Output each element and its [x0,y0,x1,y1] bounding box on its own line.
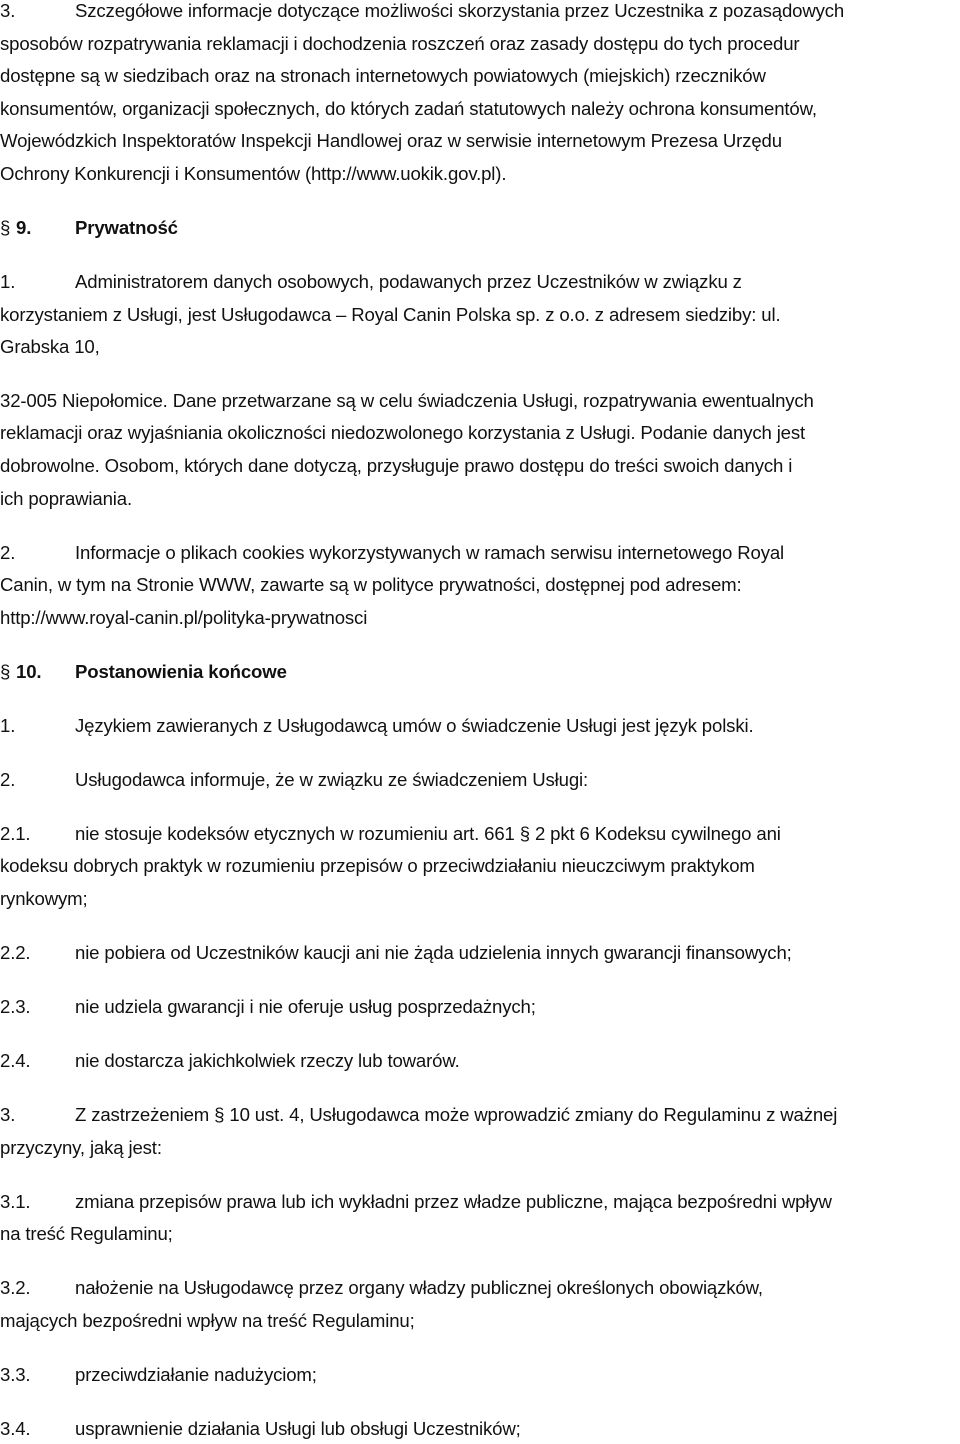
paragraph-line: sposobów rozpatrywania reklamacji i dochodzenia roszczeń oraz zasady dostępu do tych procedur [0,33,800,54]
paragraph-line: dobrowolne. Osobom, których dane dotyczą, przysługuje prawo dostępu do treści swoich danych i [0,455,793,476]
item-text: nałożenie na Usługodawcę przez organy władzy publicznej określonych obowiązków, [75,1277,763,1298]
paragraph-line: reklamacji oraz wyjaśniania okoliczności niedozwolonego korzystania z Usługi. Podanie danych jest [0,422,806,443]
paragraph-number: 2. [0,542,16,563]
item-line: kodeksu dobrych praktyk w rozumieniu przepisów o przeciwdziałaniu nieuczciwym praktykom [0,855,755,876]
item-text: nie udziela gwarancji i nie oferuje usług posprzedażnych; [75,996,536,1017]
item-number: 3.1. [0,1191,31,1212]
item-number: 1. [0,715,16,736]
paragraph-line: Grabska 10, [0,336,100,357]
paragraph-line: korzystaniem z Usługi, jest Usługodawca – Royal Canin Polska sp. z o.o. z adresem siedziby: ul. [0,304,781,325]
item-number: 3.3. [0,1364,31,1385]
section-number: 10. [16,661,42,682]
paragraph-line: http://www.royal-canin.pl/polityka-prywatnosci [0,607,368,628]
item-number: 3.2. [0,1277,31,1298]
item-line: mających bezpośredni wpływ na treść Regulaminu; [0,1310,415,1331]
item-number: 2.2. [0,942,31,963]
item-line: przyczyny, jaką jest: [0,1137,162,1158]
item-text-part: nie stosuje kodeksów etycznych w rozumieniu art. 661 [75,823,520,844]
item-text [75,1104,837,1126]
item-number: 2.4. [0,1050,31,1071]
item-text: Usługodawca informuje, że w związku ze świadczeniem Usługi: [75,769,589,790]
item-number: 2.1. [0,823,31,844]
paragraph-line: Szczegółowe informacje dotyczące możliwości skorzystania przez Uczestnika z pozasądowych [75,0,845,21]
paragraph-line: ich poprawiania. [0,488,132,509]
item-text: nie pobiera od Uczestników kaucji ani nie żąda udzielenia innych gwarancji finansowych; [75,942,792,963]
item-line: na treść Regulaminu; [0,1223,173,1244]
paragraph-number: 3. [0,0,16,21]
item-number: 2. [0,769,16,790]
paragraph-line: Informacje o plikach cookies wykorzystywanych w ramach serwisu internetowego Royal [75,542,785,563]
item-line: rynkowym; [0,888,88,909]
section-title: Postanowienia końcowe [75,661,287,682]
item-text: zmiana przepisów prawa lub ich wykładni przez władze publiczne, mająca bezpośredni wpływ [75,1191,832,1212]
section-sign: § [214,1104,225,1125]
section-number: 9. [16,217,32,238]
section-sign: § [0,661,11,682]
item-text-part: Z zastrzeżeniem [75,1104,215,1125]
item-text: usprawnienie działania Usługi lub obsługi Uczestników; [75,1418,521,1439]
paragraph-line: Administratorem danych osobowych, podawanych przez Uczestników w związku z [75,271,742,292]
paragraph-line: Ochrony Konkurencji i Konsumentów (http://www.uokik.gov.pl). [0,163,507,184]
paragraph-number: 1. [0,271,16,292]
item-text-part: 2 pkt 6 Kodeksu cywilnego ani [529,823,781,844]
section-sign: § [519,823,530,844]
item-number: 2.3. [0,996,31,1017]
paragraph-line: 32-005 Niepołomice. Dane przetwarzane są w celu świadczenia Usługi, rozpatrywania ewentualnych [0,390,814,411]
item-text [75,823,781,845]
paragraph-line: konsumentów, organizacji społecznych, do których zadań statutowych należy ochrona konsumentów, [0,98,817,119]
item-number: 3.4. [0,1418,31,1439]
paragraph-line: dostępne są w siedzibach oraz na stronach internetowych powiatowych (miejskich) rzeczników [0,65,766,86]
paragraph-line: Wojewódzkich Inspektoratów Inspekcji Handlowej oraz w serwisie internetowym Prezesa Urzędu [0,130,782,151]
paragraph-line: Canin, w tym na Stronie WWW, zawarte są w polityce prywatności, dostępnej pod adresem: [0,574,742,595]
item-number: 3. [0,1104,16,1125]
item-text: Językiem zawieranych z Usługodawcą umów o świadczenie Usługi jest język polski. [75,715,754,736]
item-text: nie dostarcza jakichkolwiek rzeczy lub towarów. [75,1050,460,1071]
item-text: przeciwdziałanie nadużyciom; [75,1364,317,1385]
section-sign: § [0,217,11,238]
item-text-part: 10 ust. 4, Usługodawca może wprowadzić zmiany do Regulaminu z ważnej [224,1104,838,1125]
section-title: Prywatność [75,217,178,238]
